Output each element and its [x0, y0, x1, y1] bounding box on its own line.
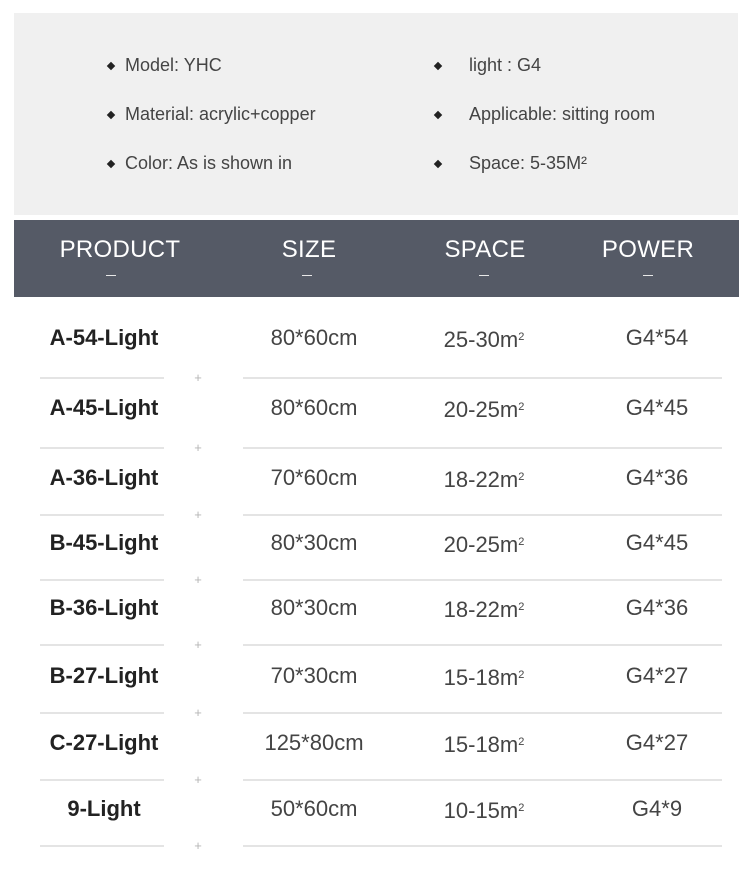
header-underline — [643, 275, 653, 276]
space-cell — [444, 597, 525, 623]
plus-icon: + — [194, 705, 202, 720]
row-divider — [243, 779, 722, 781]
product-cell: B-36-Light — [49, 595, 159, 620]
spec-applicable-text: Applicable: sitting room — [469, 104, 656, 124]
space-cell — [444, 665, 525, 691]
power-cell: G4*27 — [625, 730, 689, 755]
header-power: POWER — [601, 236, 695, 263]
row-divider — [243, 845, 722, 847]
row-divider — [40, 579, 164, 581]
size-cell: 80*30cm — [270, 530, 358, 555]
table-header — [14, 220, 739, 297]
plus-icon: + — [194, 370, 202, 385]
spec-color — [125, 153, 292, 174]
plus-icon: + — [194, 838, 202, 853]
header-size: SIZE — [281, 236, 337, 263]
header-underline — [106, 275, 116, 276]
power-cell: G4*45 — [625, 395, 689, 420]
area-unit-exponent: 2 — [518, 669, 525, 681]
header-space: SPACE — [444, 236, 526, 263]
row-divider — [40, 644, 164, 646]
size-cell: 80*60cm — [270, 395, 358, 420]
size-cell: 70*60cm — [270, 465, 358, 490]
spec-model-text: Model: YHC — [125, 55, 222, 75]
space-value: 18-22m — [443, 597, 519, 622]
spec-color-text: Color: As is shown in — [125, 153, 293, 173]
product-cell: B-27-Light — [49, 663, 159, 688]
row-divider — [243, 644, 722, 646]
power-cell: G4*45 — [625, 530, 689, 555]
product-cell: A-54-Light — [49, 325, 159, 350]
spec-material — [125, 104, 316, 125]
header-underline — [302, 275, 312, 276]
spec-applicable — [469, 104, 655, 125]
space-cell — [444, 532, 525, 558]
product-cell: A-45-Light — [49, 395, 159, 420]
row-divider — [243, 377, 722, 379]
row-divider — [40, 514, 164, 516]
product-cell: C-27-Light — [49, 730, 159, 755]
plus-icon: + — [194, 637, 202, 652]
size-cell: 80*60cm — [270, 325, 358, 350]
size-cell: 70*30cm — [270, 663, 358, 688]
row-divider — [40, 447, 164, 449]
row-divider — [40, 845, 164, 847]
spec-space-text: Space: 5-35M² — [469, 153, 588, 173]
space-value: 20-25m — [443, 532, 519, 557]
size-cell: 80*30cm — [270, 595, 358, 620]
area-unit-exponent: 2 — [518, 401, 525, 413]
space-cell — [444, 327, 525, 353]
area-unit-exponent: 2 — [518, 802, 525, 814]
space-cell — [444, 798, 525, 824]
header-product: PRODUCT — [59, 236, 181, 263]
spec-light — [469, 55, 541, 76]
space-value: 20-25m — [443, 397, 519, 422]
row-divider — [40, 377, 164, 379]
power-cell: G4*27 — [625, 663, 689, 688]
header-underline — [479, 275, 489, 276]
space-value: 15-18m — [443, 732, 519, 757]
plus-icon: + — [194, 440, 202, 455]
space-cell — [444, 732, 525, 758]
spec-light-text: light : G4 — [469, 55, 542, 75]
row-divider — [40, 712, 164, 714]
power-cell: G4*9 — [631, 796, 683, 821]
row-divider — [243, 447, 722, 449]
size-cell: 50*60cm — [270, 796, 358, 821]
plus-icon: + — [194, 572, 202, 587]
space-value: 25-30m — [443, 327, 519, 352]
area-unit-exponent: 2 — [518, 471, 525, 483]
row-divider — [243, 712, 722, 714]
plus-icon: + — [194, 507, 202, 522]
row-divider — [243, 579, 722, 581]
size-cell: 125*80cm — [264, 730, 364, 755]
power-cell: G4*36 — [625, 595, 689, 620]
area-unit-exponent: 2 — [518, 736, 525, 748]
space-value: 10-15m — [443, 798, 519, 823]
space-cell — [444, 397, 525, 423]
power-cell: G4*36 — [625, 465, 689, 490]
area-unit-exponent: 2 — [518, 601, 525, 613]
product-cell: A-36-Light — [49, 465, 159, 490]
plus-icon: + — [194, 772, 202, 787]
product-cell: B-45-Light — [49, 530, 159, 555]
product-cell: 9-Light — [67, 796, 141, 821]
spec-space — [469, 153, 587, 174]
spec-model — [125, 55, 222, 76]
area-unit-exponent: 2 — [518, 331, 525, 343]
area-unit-exponent: 2 — [518, 536, 525, 548]
row-divider — [40, 779, 164, 781]
space-cell — [444, 467, 525, 493]
spec-material-text: Material: acrylic+copper — [125, 104, 316, 124]
space-value: 18-22m — [443, 467, 519, 492]
row-divider — [243, 514, 722, 516]
space-value: 15-18m — [443, 665, 519, 690]
power-cell: G4*54 — [625, 325, 689, 350]
